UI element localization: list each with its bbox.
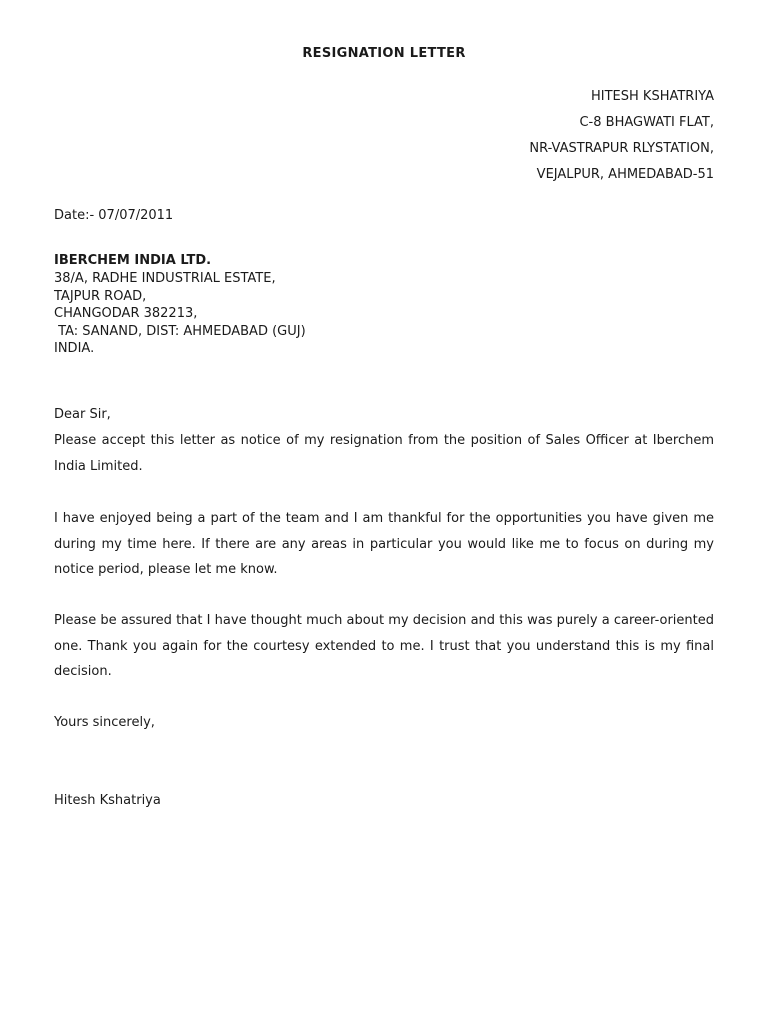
recipient-address-line: INDIA. bbox=[54, 341, 95, 356]
sender-address-line: NR-VASTRAPUR RLYSTATION, bbox=[529, 141, 714, 156]
salutation: Dear Sir, bbox=[54, 407, 111, 422]
closing: Yours sincerely, bbox=[54, 715, 155, 730]
body-paragraph: Please accept this letter as notice of my resignation from the position of Sales Officer at Iberchem India Limited. bbox=[54, 433, 714, 474]
sender-address-line: C-8 BHAGWATI FLAT, bbox=[579, 115, 714, 130]
recipient-address-block bbox=[54, 252, 454, 358]
sender-address-line: VEJALPUR, AHMEDABAD-51 bbox=[536, 167, 714, 182]
recipient-address-line: 38/A, RADHE INDUSTRIAL ESTATE, bbox=[54, 271, 276, 286]
recipient-address-line: TAJPUR ROAD, bbox=[54, 288, 147, 304]
sender-address-block bbox=[529, 88, 714, 192]
letter-title: RESIGNATION LETTER bbox=[302, 46, 466, 61]
sender-name: HITESH KSHATRIYA bbox=[591, 89, 714, 104]
letter-date: Date:- 07/07/2011 bbox=[54, 208, 174, 223]
signature-name: Hitesh Kshatriya bbox=[54, 793, 161, 808]
recipient-address-line: TA: SANAND, DIST: AHMEDABAD (GUJ) bbox=[54, 323, 306, 339]
body-paragraph: Please be assured that I have thought much about my decision and this was purely a career-oriented one. Thank you again for the courtesy extended to me. I trust that you understand this is my final decision. bbox=[54, 613, 714, 679]
recipient-address-line: CHANGODAR 382213, bbox=[54, 306, 198, 321]
recipient-company: IBERCHEM INDIA LTD. bbox=[54, 253, 212, 268]
body-paragraph: I have enjoyed being a part of the team and I am thankful for the opportunities you have given me during my time here. If there are any areas in particular you would like me to focus on during my notice period, please let me know. bbox=[54, 511, 714, 577]
